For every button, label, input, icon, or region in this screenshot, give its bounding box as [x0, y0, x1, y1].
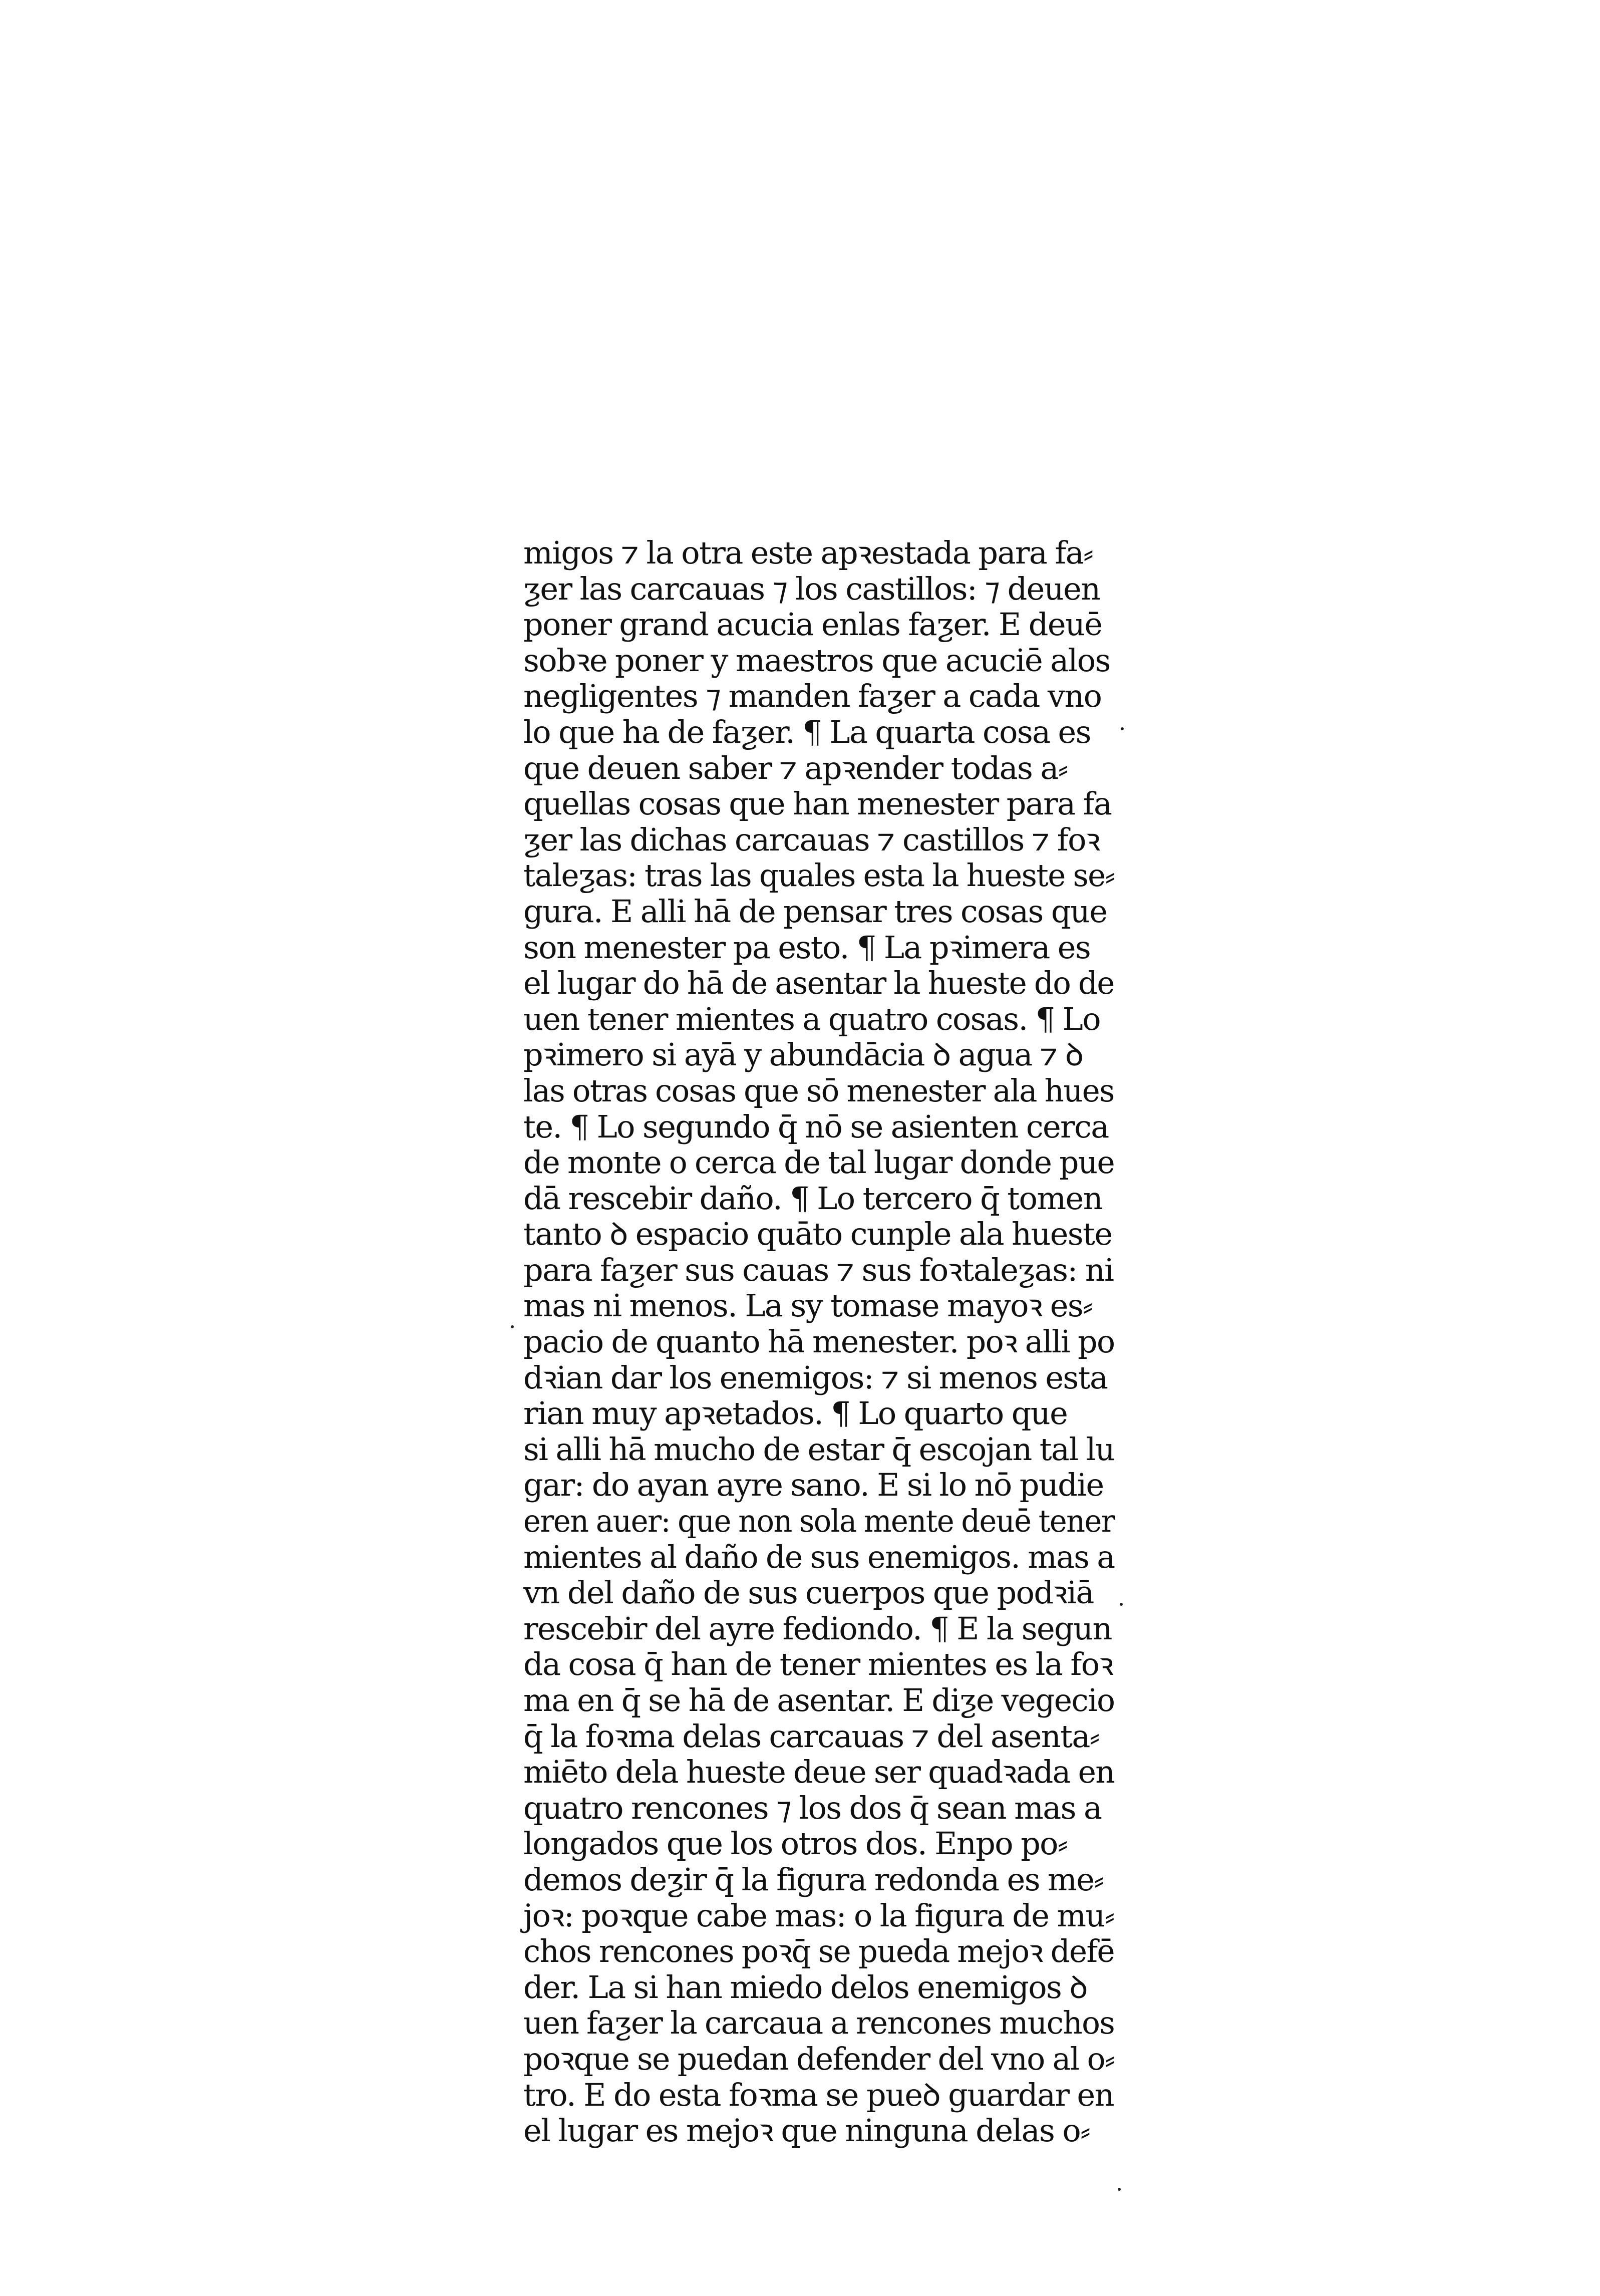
text-line: dꝛian dar los enemigos: ⁊ si menos esta	[523, 1359, 1108, 1396]
text-line: migos ⁊ la otra este apꝛestada para fa⸗	[523, 534, 1093, 571]
text-line: poner grand acucia enlas faƺer. E deuē	[523, 606, 1102, 643]
text-line: te. ¶ Lo segundo q̄ nō se asienten cerca	[523, 1108, 1109, 1145]
text-line: quatro rencones ⁊ los dos q̄ sean mas a	[523, 1789, 1102, 1826]
ink-speck	[1121, 727, 1124, 730]
text-line: tanto ꝺ espacio quāto cunple ala hueste	[523, 1216, 1112, 1253]
text-line: gar: do ayan ayre sano. E si lo nō pudie	[523, 1467, 1104, 1504]
text-line: dā rescebir daño. ¶ Lo tercero q̄ tomen	[523, 1180, 1102, 1217]
text-line: miēto dela hueste deue ser quadꝛada en	[523, 1754, 1115, 1791]
text-line: negligentes ⁊ manden faƺer a cada vno	[523, 678, 1102, 715]
text-line: ƺer las dichas carcauas ⁊ castillos ⁊ foꝛ	[523, 821, 1100, 858]
text-line: ma en q̄ se hā de asentar. E diƺe vegecio	[523, 1682, 1115, 1718]
text-line: son menester pa esto. ¶ La pꝛimera es	[523, 929, 1091, 966]
text-line: el lugar do hā de asentar la hueste do de	[523, 965, 1114, 1002]
text-line: gura. E alli hā de pensar tres cosas que	[523, 893, 1107, 930]
text-line: vn del daño de sus cuerpos que podꝛiā	[523, 1574, 1094, 1611]
text-line: demos deƺir q̄ la figura redonda es me⸗	[523, 1861, 1104, 1898]
text-column	[523, 535, 1114, 2149]
text-line: rian muy apꝛetados. ¶ Lo quarto que	[523, 1395, 1068, 1432]
text-line: mientes al daño de sus enemigos. mas a	[523, 1538, 1115, 1575]
ink-speck	[1118, 2188, 1121, 2191]
text-line: que deuen saber ⁊ apꝛender todas a⸗	[523, 749, 1068, 786]
text-line: si alli hā mucho de estar q̄ escojan tal lu	[523, 1430, 1115, 1468]
text-line: eren auer: que non sola mente deuē tener	[523, 1503, 1115, 1540]
text-line: joꝛ: poꝛque cabe mas: o la figura de mu⸗	[523, 1897, 1114, 1934]
text-line: lo que ha de faƺer. ¶ La quarta cosa es	[523, 713, 1091, 750]
text-line: ƺer las carcauas ⁊ los castillos: ⁊ deuen	[523, 570, 1100, 607]
text-line: der. La si han miedo delos enemigos ꝺ	[523, 1968, 1087, 2005]
text-line: pꝛimero si ayā y abundācia ꝺ agua ⁊ ꝺ	[523, 1036, 1083, 1073]
text-line: q̄ la foꝛma delas carcauas ⁊ del asenta⸗	[523, 1717, 1099, 1755]
text-line: da cosa q̄ han de tener mientes es la foꝛ	[523, 1646, 1113, 1683]
text-line: uen faƺer la carcaua a rencones muchos	[523, 2004, 1115, 2042]
text-line: para faƺer sus cauas ⁊ sus foꝛtaleƺas: ni	[523, 1251, 1114, 1288]
ink-speck	[1120, 1603, 1123, 1606]
text-line: sobꝛe poner y maestros que acuciē alos	[523, 642, 1110, 679]
text-line: las otras cosas que sō menester ala hues	[523, 1072, 1114, 1109]
text-line: quellas cosas que han menester para fa	[523, 785, 1112, 822]
text-line: taleƺas: tras las quales esta la hueste se⸗	[523, 857, 1115, 894]
ink-speck	[511, 1325, 514, 1328]
text-line: rescebir del ayre fediondo. ¶ E la segun	[523, 1610, 1112, 1647]
text-line: poꝛque se puedan defender del vno al o⸗	[523, 2040, 1114, 2077]
text-line: uen tener mientes a quatro cosas. ¶ Lo	[523, 1000, 1100, 1037]
text-line: mas ni menos. La sy tomase mayoꝛ es⸗	[523, 1287, 1093, 1324]
text-line: tro. E do esta foꝛma se pueꝺ guardar en	[523, 2076, 1114, 2113]
text-line: el lugar es mejoꝛ que ninguna delas o⸗	[523, 2112, 1090, 2149]
text-line: pacio de quanto hā menester. poꝛ alli po	[523, 1323, 1115, 1360]
text-line: chos rencones poꝛq̄ se pueda mejoꝛ defē	[523, 1933, 1114, 1970]
text-line: de monte o cerca de tal lugar donde pue	[523, 1144, 1115, 1181]
text-line: longados que los otros dos. Enpo po⸗	[523, 1825, 1067, 1862]
